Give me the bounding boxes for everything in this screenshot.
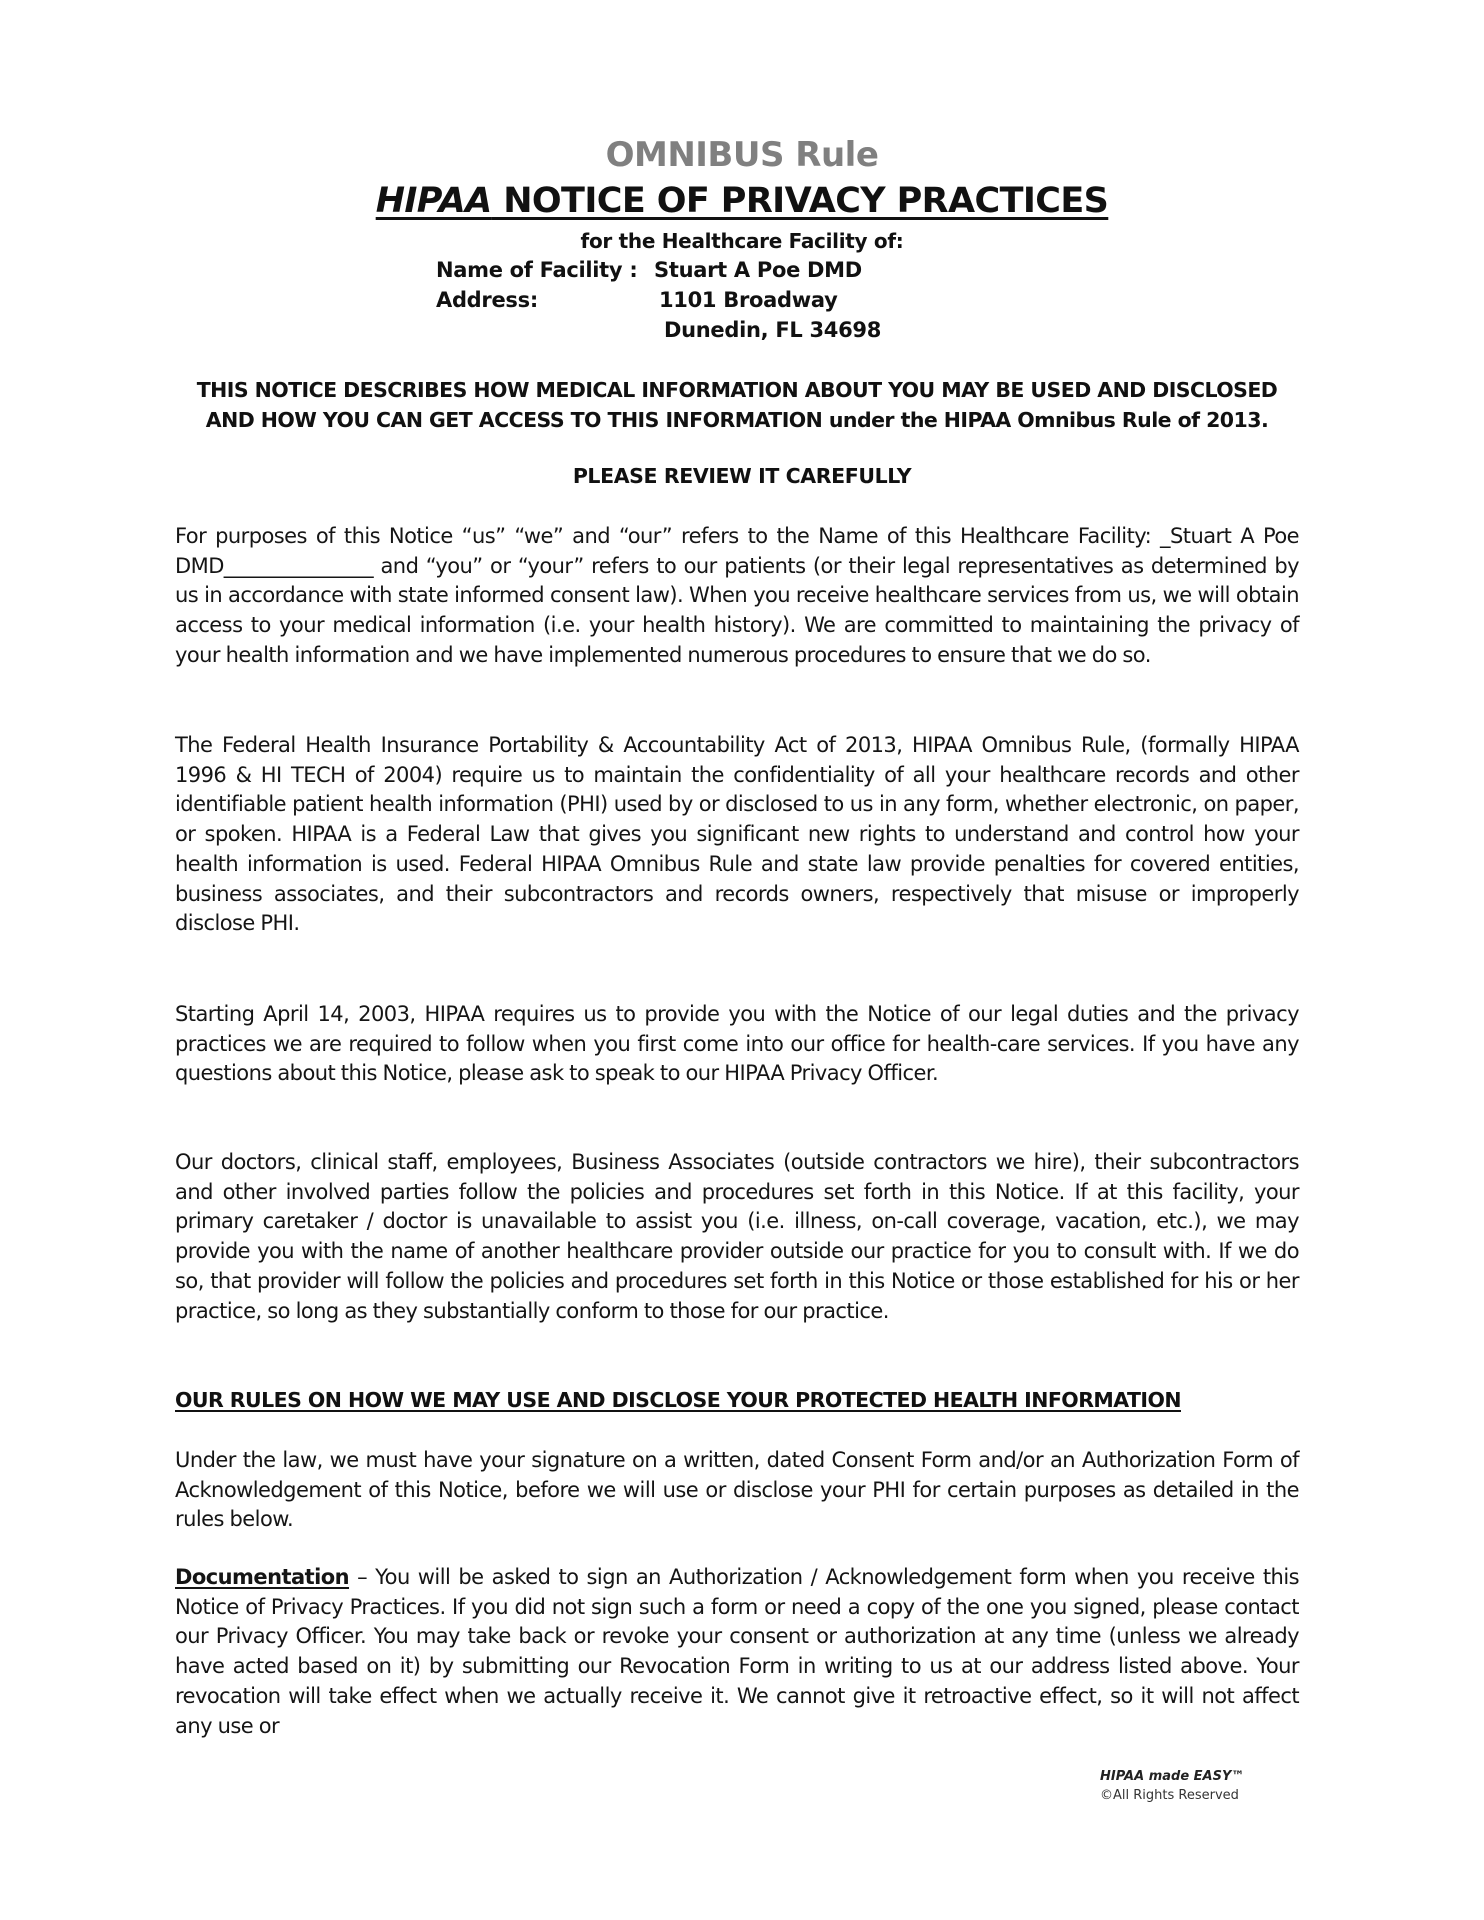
facility-address-line2: Dunedin, FL 34698 [664, 318, 882, 342]
paragraph-federal-law: The Federal Health Insurance Portability & Accountability Act of 2013, HIPAA Omnibus Rule, (formally HIPAA 1996 & HI TECH of 2004) require us to maintain the confidentiality of all your healthcare records and other identifiable patient health information (PHI) used by or disclosed to us in any form, whether electronic, on paper, or spoken. HIPAA is a Federal Law that gives you significant new rights to understand and control how your health information is used. Federal HIPAA Omnibus Rule and state law provide penalties for covered entities, business associates, and their subcontractors and records owners, respectively that misuse or improperly disclose PHI. [175, 733, 1299, 936]
paragraph-staff-policies: Our doctors, clinical staff, employees, Business Associates (outside contractors we hire), their subcontractors and other involved parties follow the policies and procedures set forth in this Notice. If at this facility, your primary caretaker / doctor is unavailable to assist you (i.e. illness, on-call coverage, vacation, etc.), we may provide you with the name of another healthcare provider outside our practice for you to consult with. If we do so, that provider will follow the policies and procedures set forth in this Notice or those established for his or her practice, so long as they substantially conform to those for our practice. [175, 1150, 1299, 1323]
page-footer [1100, 1767, 1244, 1805]
facility-name-value: Stuart A Poe DMD [654, 258, 862, 282]
review-carefully-heading: PLEASE REVIEW IT CAREFULLY [572, 464, 912, 488]
rules-section-heading: OUR RULES ON HOW WE MAY USE AND DISCLOSE YOUR PROTECTED HEALTH INFORMATION [175, 1388, 1181, 1412]
notice-statement-tail: under the HIPAA Omnibus Rule of 2013. [822, 408, 1269, 432]
footer-brand: HIPAA made EASY™ [1100, 1769, 1245, 1784]
facility-address-row-2 [436, 315, 882, 345]
page-title [0, 180, 1484, 222]
facility-name-label: Name of Facility : [436, 258, 638, 282]
omnibus-rule-label: OMNIBUS Rule [605, 135, 879, 175]
paragraph-documentation [175, 1563, 1299, 1741]
documentation-term: Documentation [175, 1565, 350, 1589]
documentation-text: – You will be asked to sign an Authorization / Acknowledgement form when you receive this Notice of Privacy Practices. If you did not sign such a form or need a copy of the one you signed, please contact our Privacy Officer. You may take back or revoke your consent or authorization at any time (unless we already have acted based on it) by submitting our Revocation Form in writing to us at our address listed above. Your revocation will take effect when we actually receive it. We cannot give it retroactive effect, so it will not affect any use or [175, 1565, 1299, 1738]
facility-address-row [436, 285, 836, 315]
page-title-text [376, 181, 1109, 221]
paragraph-notice-start: Starting April 14, 2003, HIPAA requires us to provide you with the Notice of our legal duties and the privacy practices we are required to follow when you first come into our office for health-care services. If you have any questions about this Notice, please ask to speak to our HIPAA Privacy Officer. [175, 1002, 1299, 1086]
facility-address-label: Address: [436, 288, 538, 312]
paragraph-rules-intro: Under the law, we must have your signature on a written, dated Consent Form and/or an Authorization Form of Acknowledgement of this Notice, before we will use or disclose your PHI for certain purposes as detailed in the rules below. [175, 1448, 1299, 1532]
notice-statement [175, 375, 1299, 435]
facility-name-row [436, 255, 862, 285]
title-rest: NOTICE OF PRIVACY PRACTICES [491, 181, 1109, 221]
title-hipaa: HIPAA [375, 181, 492, 221]
facility-intro-line: for the Healthcare Facility of: [580, 229, 904, 253]
paragraph-definitions: For purposes of this Notice “us” “we” and “our” refers to the Name of this Healthcare Facility: _Stuart A Poe DMD_______________ and “you” or “your” refers to our patients (or their legal representatives as determined by us in accordance with state informed consent law). When you receive healthcare services from us, we will obtain access to your medical information (i.e. your health history). We are committed to maintaining the privacy of your health information and we have implemented numerous procedures to ensure that we do so. [175, 524, 1299, 667]
footer-rights: ©All Rights Reserved [1100, 1788, 1239, 1803]
facility-address-line1: 1101 Broadway [659, 288, 838, 312]
notice-statement-caps: THIS NOTICE DESCRIBES HOW MEDICAL INFORMATION ABOUT YOU MAY BE USED AND DISCLOSED AND HOW YOU CAN GET ACCESS TO THIS INFORMATION [196, 378, 1278, 432]
